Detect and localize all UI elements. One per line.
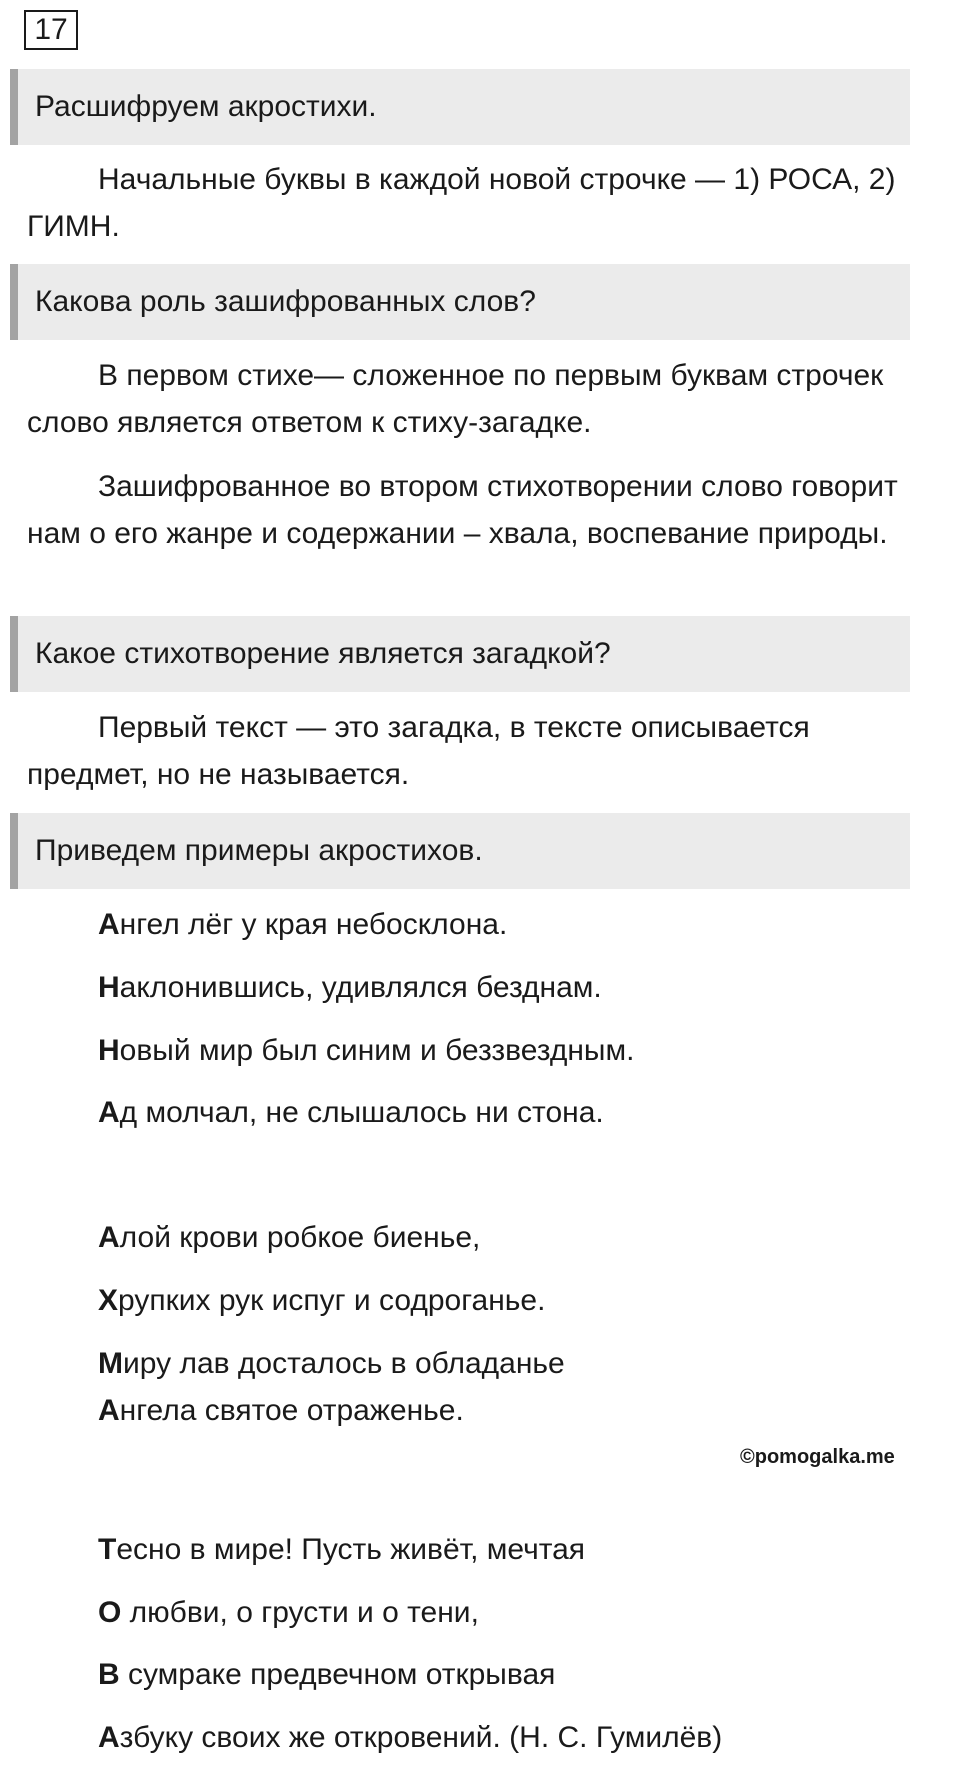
task-number: 17 <box>24 10 78 50</box>
poem-line <box>98 1281 545 1321</box>
answer-paragraph: Первый текст — это загадка, в тексте описывается предмет, но не называется. <box>27 711 810 791</box>
acrostic-letter: В <box>98 1658 120 1691</box>
acrostic-letter: М <box>98 1347 123 1380</box>
poem-line <box>98 1593 479 1633</box>
poem-line <box>98 1218 480 1258</box>
answer-paragraph: Начальные буквы в каждой новой строчке — 1) РОСА, 2) ГИМН. <box>27 163 896 243</box>
answer-paragraph: В первом стихе— сложенное по первым буквам строчек слово является ответом к стиху-загадке. <box>27 359 884 439</box>
acrostic-letter: А <box>98 1394 120 1427</box>
line-text: рупких рук испуг и содроганье. <box>118 1284 546 1317</box>
acrostic-letter: А <box>98 1721 120 1754</box>
poem-line <box>98 1031 634 1071</box>
poem-line <box>98 968 602 1008</box>
line-text: овый мир был синим и беззвездным. <box>119 1034 635 1067</box>
poem-line <box>98 1344 565 1384</box>
poem-line <box>98 1093 604 1133</box>
acrostic-letter: А <box>98 908 120 941</box>
question-acrostic-examples: Приведем примеры акростихов. <box>10 813 910 889</box>
question-decode-acrostics: Расшифруем акростихи. <box>10 69 910 145</box>
line-text: нгел лёг у края небосклона. <box>119 908 508 941</box>
line-text: иру лав досталось в обладанье <box>123 1347 565 1380</box>
question-role-of-words: Какова роль зашифрованных слов? <box>10 264 910 340</box>
answer-paragraph: Зашифрованное во втором стихотворении слово говорит нам о его жанре и содержании – хвала, воспевание природы. <box>27 470 898 550</box>
line-text: лой крови робкое биенье, <box>119 1221 481 1254</box>
acrostic-letter: А <box>98 1096 120 1129</box>
acrostic-letter: А <box>98 1221 120 1254</box>
poem-line <box>98 1391 464 1431</box>
poem-line <box>98 905 507 945</box>
line-text: аклонившись, удивлялся безднам. <box>119 971 602 1004</box>
line-text: д молчал, не слышалось ни стона. <box>119 1096 604 1129</box>
poem-line <box>98 1718 722 1758</box>
watermark: ©pomogalka.me <box>740 1446 895 1468</box>
poem-line <box>98 1655 555 1695</box>
acrostic-letter: Т <box>98 1533 117 1566</box>
line-text: любви, о грусти и о тени, <box>121 1596 479 1629</box>
line-text: збуку своих же откровений. (Н. С. Гумилёв) <box>119 1721 723 1754</box>
question-which-is-riddle: Какое стихотворение является загадкой? <box>10 616 910 692</box>
acrostic-letter: Н <box>98 971 120 1004</box>
poem-line <box>98 1530 585 1570</box>
line-text: сумраке предвечном открывая <box>119 1658 556 1691</box>
line-text: нгела святое отраженье. <box>119 1394 464 1427</box>
acrostic-letter: Н <box>98 1034 120 1067</box>
acrostic-letter: О <box>98 1596 122 1629</box>
line-text: есно в мире! Пусть живёт, мечтая <box>116 1533 586 1566</box>
acrostic-letter: Х <box>98 1284 119 1317</box>
